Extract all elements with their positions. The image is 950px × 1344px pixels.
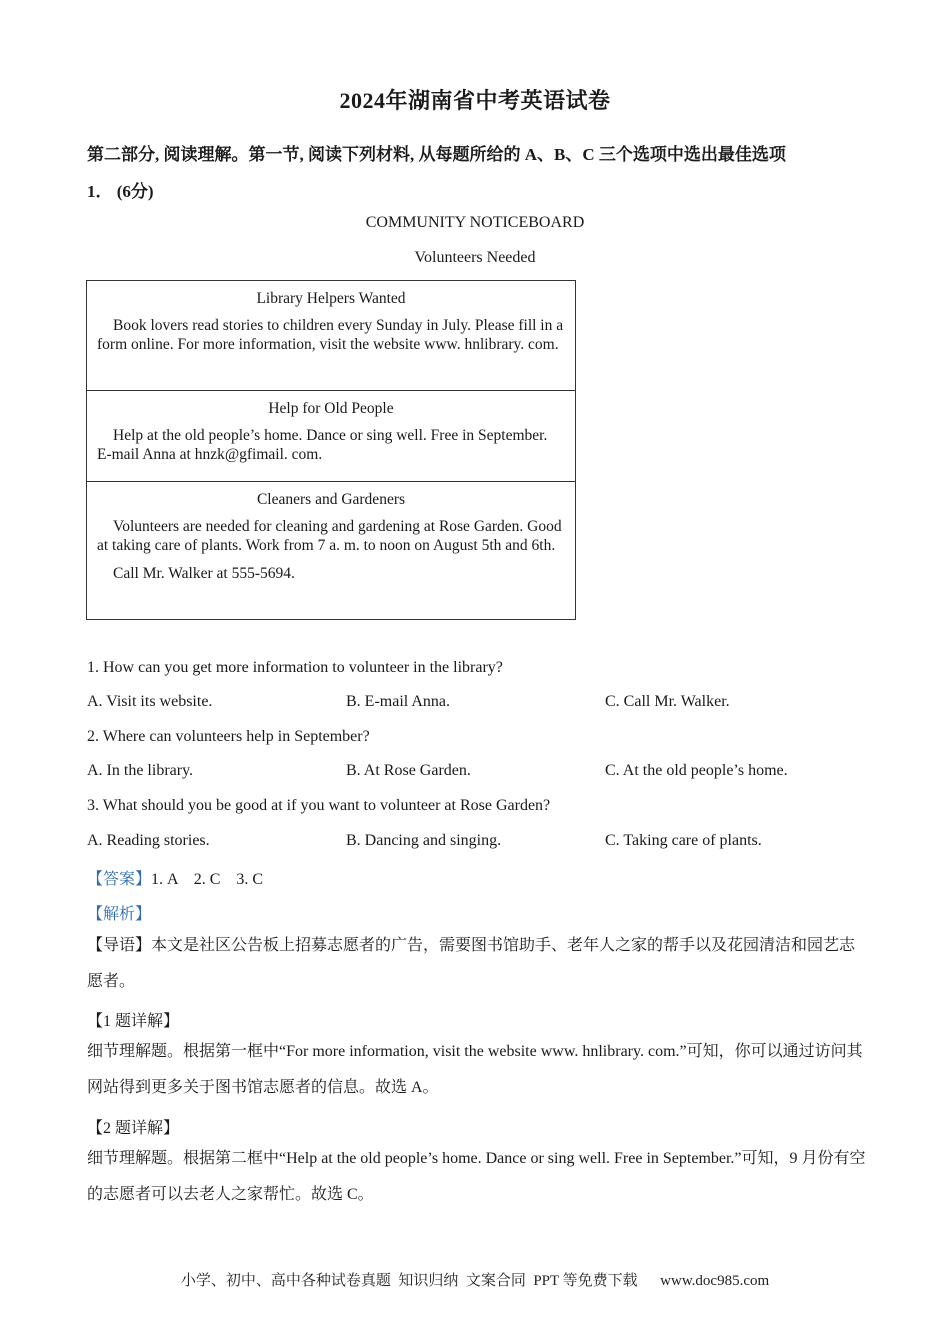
answer-text: 1. A 2. C 3. C <box>151 871 264 888</box>
section-header: 第二部分, 阅读理解。第一节, 阅读下列材料, 从每题所给的 A、B、C 三个选项中选出最佳选项 <box>87 145 786 164</box>
notice-cell-body: Volunteers are needed for cleaning and gardening at Rose Garden. Good at taking care of plants. Work from 7 a. m. to noon on August 5th and 6th. <box>97 518 562 554</box>
notice-cell-gardeners <box>87 482 575 619</box>
answer-line <box>87 866 263 889</box>
option-c: C. At the old people’s home. <box>605 762 788 779</box>
option-a: A. In the library. <box>87 762 194 779</box>
option-b: B. E-mail Anna. <box>346 693 450 710</box>
question-number: 1． (6分) <box>87 182 154 201</box>
notice-cell-title: Library Helpers Wanted <box>256 290 406 307</box>
question-2: 2. Where can volunteers help in September? <box>87 728 370 745</box>
option-c: C. Taking care of plants. <box>605 832 762 849</box>
notice-cell-old-people <box>87 391 575 482</box>
noticeboard-subtitle: Volunteers Needed <box>414 249 536 266</box>
option-c: C. Call Mr. Walker. <box>605 693 730 710</box>
notice-cell-body: Book lovers read stories to children every Sunday in July. Please fill in a form online. For more information, visit the website www. hnlibrary. com. <box>97 317 564 353</box>
option-a: A. Reading stories. <box>87 832 210 849</box>
detail-1-label: 【1 题详解】 <box>87 1013 180 1030</box>
detail-2-text: 细节理解题。根据第二框中“Help at the old people’s home. Dance or sing well. Free in September.”可知，9 月份有空的志愿者可以去老人之家帮忙。故选 C。 <box>87 1150 866 1203</box>
page-title: 2024年湖南省中考英语试卷 <box>339 88 611 113</box>
notice-cell-title: Help for Old People <box>268 400 394 417</box>
question-1: 1. How can you get more information to volunteer in the library? <box>87 659 503 676</box>
option-b: B. Dancing and singing. <box>346 832 502 849</box>
detail-1-text: 细节理解题。根据第一框中“For more information, visit the website www. hnlibrary. com.”可知，你可以通过访问其网站得到更多关于图书馆志愿者的信息。故选 A。 <box>87 1043 863 1096</box>
option-a: A. Visit its website. <box>87 693 213 710</box>
guide-paragraph: 【导语】本文是社区公告板上招募志愿者的广告，需要图书馆助手、老年人之家的帮手以及花园清洁和园艺志愿者。 <box>87 937 856 990</box>
notice-cell-title: Cleaners and Gardeners <box>256 491 406 508</box>
question-3: 3. What should you be good at if you want to volunteer at Rose Garden? <box>87 797 551 814</box>
answer-label: 【答案】 <box>87 871 152 888</box>
noticeboard-title: COMMUNITY NOTICEBOARD <box>365 214 585 231</box>
notice-cell-library <box>87 281 575 391</box>
notice-cell-body: Help at the old people’s home. Dance or sing well. Free in September. E-mail Anna at hnzk@gfimail. com. <box>97 427 548 463</box>
notice-cell-body: Call Mr. Walker at 555-5694. <box>113 565 295 582</box>
page-footer: 小学、初中、高中各种试卷真题 知识归纳 文案合同 PPT 等免费下载 www.doc985.com <box>180 1273 770 1289</box>
notice-table <box>86 280 576 620</box>
detail-2-label: 【2 题详解】 <box>87 1120 180 1137</box>
option-b: B. At Rose Garden. <box>346 762 471 779</box>
analysis-label: 【解析】 <box>87 906 152 923</box>
